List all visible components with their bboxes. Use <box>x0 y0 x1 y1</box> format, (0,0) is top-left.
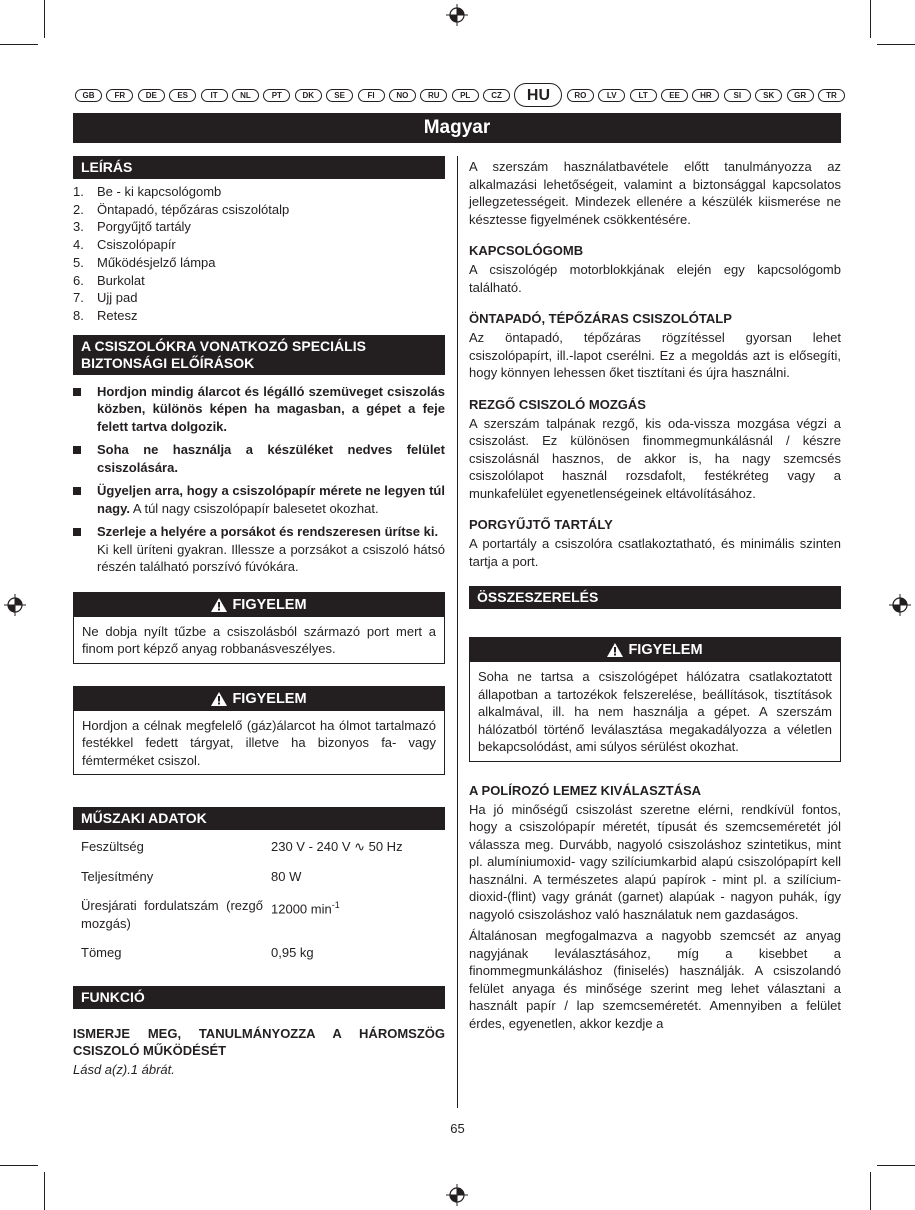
list-item <box>73 289 445 307</box>
paragraph: Általánosan megfogalmazva a nagyobb szemcsét az anyag nagyjának leválasztásához, míg a kisebbet a finommegmunkáláshoz (finiselés) használják. A csiszolandó felület anyaga és minősége szerint meg lehet választani a használt papír / lap szemcseméretét. Amennyiben a felület érdes, egyenetlen, akkor kezdje a <box>469 928 841 1031</box>
spec-value-exponent: -1 <box>331 900 340 911</box>
warning-label: FIGYELEM <box>628 642 703 658</box>
language-tab-ro[interactable]: RO <box>567 89 594 102</box>
safety-item-text: A túl nagy csiszolópapír balesetet okozhat. <box>130 500 379 516</box>
warning-box <box>73 592 445 664</box>
list-item <box>73 218 445 236</box>
language-tab-si[interactable]: SI <box>724 89 751 102</box>
list-item-number: 6. <box>73 272 84 288</box>
list-item-label: Működésjelző lámpa <box>97 254 216 270</box>
language-tab-lt[interactable]: LT <box>630 89 657 102</box>
language-tab-gb[interactable]: GB <box>75 89 102 102</box>
spec-value <box>263 868 445 898</box>
crop-mark <box>0 1165 38 1166</box>
warning-box <box>73 686 445 776</box>
warning-text: Ne dobja nyílt tűzbe a csiszolásból származó port mert a finom port képző anyag robbanásveszélyes. <box>82 623 436 657</box>
tech-table <box>73 838 445 974</box>
crop-mark <box>0 44 38 45</box>
spec-key: Tömeg <box>81 945 122 961</box>
table-row <box>73 838 445 868</box>
list-item-label: Burkolat <box>97 272 145 288</box>
list-item <box>73 441 445 476</box>
subheading-porgyujto: PORGYŰJTŐ TARTÁLY <box>469 517 613 532</box>
intro-paragraph: A szerszám használatbavétele előtt tanulmányozza az alkalmazási lehetőségeit, valamint a biztonsággal kapcsolatos jellegzetességeit. Mindezek ellenére a készülék kiismerése ne késztesse figyelmének csökkentésére. <box>469 159 841 227</box>
registration-mark-icon <box>446 1184 468 1206</box>
paragraph: A csiszológép motorblokkjának elején egy kapcsológomb található. <box>469 262 841 295</box>
language-tab-lv[interactable]: LV <box>598 89 625 102</box>
list-item-number: 7. <box>73 290 84 306</box>
spec-value-text: 0,95 kg <box>271 945 314 961</box>
warning-text: Hordjon a célnak megfelelő (gáz)álarcot ha ólmot tartalmazó festékkel fedett tárgyat, illetve ha bizonyos fa- vagy fémterméket csiszol. <box>82 717 436 768</box>
paragraph: A portartály a csiszolóra csatlakoztatható, és minimális szinten tartja a port. <box>469 536 841 569</box>
language-tab-nl[interactable]: NL <box>232 89 259 102</box>
crop-mark <box>877 1165 915 1166</box>
language-tab-tr[interactable]: TR <box>818 89 845 102</box>
language-tab-cz[interactable]: CZ <box>483 89 510 102</box>
list-item-label: Öntapadó, tépőzáras csiszolótalp <box>97 201 290 217</box>
subheading-rezgo: REZGŐ CSISZOLÓ MOZGÁS <box>469 396 646 412</box>
language-tab-pl[interactable]: PL <box>452 89 479 102</box>
spec-key: Feszültség <box>81 839 144 855</box>
subheading-talp: ÖNTAPADÓ, TÉPŐZÁRAS CSISZOLÓTALP <box>469 311 732 326</box>
table-row <box>73 868 445 898</box>
bullet-square-icon <box>73 487 81 495</box>
warning-box <box>469 637 841 762</box>
spec-value <box>263 897 445 944</box>
list-item-number: 8. <box>73 307 84 323</box>
language-tab-fi[interactable]: FI <box>358 89 385 102</box>
subheading-kapcsologomb: KAPCSOLÓGOMB <box>469 243 584 258</box>
warning-label: FIGYELEM <box>232 690 307 707</box>
section-heading-leiras: LEÍRÁS <box>73 156 445 179</box>
language-tab-se[interactable]: SE <box>326 89 353 102</box>
language-tab-de[interactable]: DE <box>138 89 165 102</box>
section-heading-tech: MŰSZAKI ADATOK <box>73 807 445 830</box>
crop-mark <box>870 0 871 38</box>
safety-item-text: Soha ne használja a készüléket nedves felület csiszolására. <box>97 442 445 475</box>
list-item <box>73 254 445 272</box>
list-item-number: 4. <box>73 237 84 253</box>
paragraph: Az öntapadó, tépőzáras rögzítéssel gyorsan lehet csiszolópapírt, ill.-lapot cserélni. Ez a megoldás azt is elősegíti, hogy könnyen lehessen őket tisztítani és újra használni. <box>469 330 841 380</box>
list-item-number: 1. <box>73 184 84 199</box>
list-item <box>73 201 445 219</box>
registration-mark-icon <box>889 594 911 616</box>
safety-item-text: Ki kell üríteni gyakran. Illessze a porzsákot a csiszoló hátsó részén található porszívó fúvókára. <box>97 541 445 575</box>
language-tab-no[interactable]: NO <box>389 89 416 102</box>
list-item <box>73 383 445 436</box>
language-tab-pt[interactable]: PT <box>263 89 290 102</box>
list-item-label: Be - ki kapcsológomb <box>97 184 222 199</box>
spec-value-text: 80 W <box>271 868 302 884</box>
paragraph: Ha jó minőségű csiszolást szeretne elérni, rendkívül fontos, hogy a csiszolópapír méretét, típusát és szemcseméretét jól válassza meg. Durvább, nagyoló csiszoláshoz szintetikus, mint pl. alumíniumoxid- vagy szilíciumkarbid alapú csiszolópapírt kell használni. A természetes alapú papírok - mint pl. a szilícium-dioxid-(flint) vagy gránát (garnet) alapúak - nagyon puhák, így nagyoló csiszoláshoz való használatuk nem gazdaságos. <box>469 801 841 922</box>
bullet-square-icon <box>73 446 81 454</box>
list-item <box>73 272 445 290</box>
language-tab-sk[interactable]: SK <box>755 89 782 102</box>
section-heading-funkcio: FUNKCIÓ <box>73 986 445 1009</box>
subheading-polir: A POLÍROZÓ LEMEZ KIVÁLASZTÁSA <box>469 782 702 798</box>
crop-mark <box>870 1172 871 1210</box>
language-tab-dk[interactable]: DK <box>295 89 322 102</box>
safety-list <box>73 383 445 576</box>
list-item-label: Csiszolópapír <box>97 237 176 253</box>
list-item <box>73 307 445 325</box>
list-item-number: 3. <box>73 219 84 235</box>
warning-triangle-icon <box>211 692 227 706</box>
figure-reference: Lásd a(z).1 ábrát. <box>73 1061 175 1077</box>
warning-triangle-icon <box>211 598 227 612</box>
list-item-label: Retesz <box>97 307 138 323</box>
list-item <box>73 183 445 201</box>
table-row <box>73 897 445 944</box>
spec-value-text: 230 V - 240 V ∿ 50 Hz <box>271 839 403 855</box>
safety-item-text: Hordjon mindig álarcot és légálló szemüveget csiszolás közben, különös képen ha magasban, a gépet a feje felett tartva dolgozik. <box>97 383 445 434</box>
table-row <box>73 944 445 974</box>
page-title: Magyar <box>73 113 841 143</box>
right-column <box>469 156 841 1032</box>
crop-mark <box>44 1172 45 1210</box>
page-number: 65 <box>450 1121 465 1136</box>
registration-mark-icon <box>4 594 26 616</box>
safety-item-text: Szerleje a helyére a porsákot és rendszeresen ürítse ki. <box>97 524 439 540</box>
language-tab-es[interactable]: ES <box>169 89 196 102</box>
list-item <box>73 482 445 517</box>
section-heading-assembly: ÖSSZESZERELÉS <box>469 586 841 609</box>
list-item <box>73 236 445 254</box>
bullet-square-icon <box>73 528 81 536</box>
spec-key: Üresjárati fordulatszám (rezgő mozgás) <box>81 898 263 931</box>
language-tab-hr[interactable]: HR <box>692 89 719 102</box>
language-selector <box>75 82 845 108</box>
bullet-square-icon <box>73 388 81 396</box>
spec-value <box>263 838 445 868</box>
paragraph: A szerszám talpának rezgő, kis oda-vissza mozgása végzi a csiszolást. Ez különösen finommegmunkálásnál / készre csiszolásnál hasznos, de akkor is, ha nagy szemcsés csiszolólapot használ rozsdafolt, festékréteg vagy a munkafelület egyenetlenségeinek eltávolításához. <box>469 415 841 501</box>
list-item <box>73 523 445 576</box>
language-tab-it[interactable]: IT <box>201 89 228 102</box>
language-tab-ru[interactable]: RU <box>420 89 447 102</box>
list-item-label: Ujj pad <box>97 290 138 306</box>
funkcio-subheading: ISMERJE MEG, TANULMÁNYOZZA A HÁROMSZÖG CSISZOLÓ MŰKÖDÉSÉT <box>73 1025 445 1058</box>
warning-text: Soha ne tartsa a csiszológépet hálózatra csatlakoztatott állapotban a tartozékok felszerelése, beállítások, tisztítások alkalmával, ill. ha nem használja a gépet. A szerszám hálózatból történő leválasztása megakadályozza a véletlen bekapcsolódást, ami súlyos sérülést okozhat. <box>478 669 832 754</box>
warning-label: FIGYELEM <box>232 596 307 613</box>
safety-item-text: Ügyeljen arra, hogy a csiszolópapír mérete ne legyen túl nagy. <box>97 483 445 516</box>
list-item-label: Porgyűjtő tartály <box>97 219 191 235</box>
spec-key: Teljesítmény <box>81 868 154 884</box>
crop-mark <box>44 0 45 38</box>
language-tab-ee[interactable]: EE <box>661 89 688 102</box>
registration-mark-icon <box>446 4 468 26</box>
parts-list <box>73 183 445 325</box>
language-tab-gr[interactable]: GR <box>787 89 814 102</box>
spec-value-text: 12000 min <box>271 901 332 917</box>
crop-mark <box>877 44 915 45</box>
list-item-number: 5. <box>73 254 84 270</box>
warning-triangle-icon <box>607 643 623 657</box>
list-item-number: 2. <box>73 201 84 217</box>
section-heading-safety: A CSISZOLÓKRA VONATKOZÓ SPECIÁLIS BIZTONSÁGI ELŐÍRÁSOK <box>73 335 445 375</box>
language-tab-fr[interactable]: FR <box>106 89 133 102</box>
spec-value <box>263 944 445 974</box>
column-divider <box>457 156 458 1108</box>
left-column <box>73 156 445 1078</box>
language-tab-hu[interactable]: HU <box>514 83 562 107</box>
